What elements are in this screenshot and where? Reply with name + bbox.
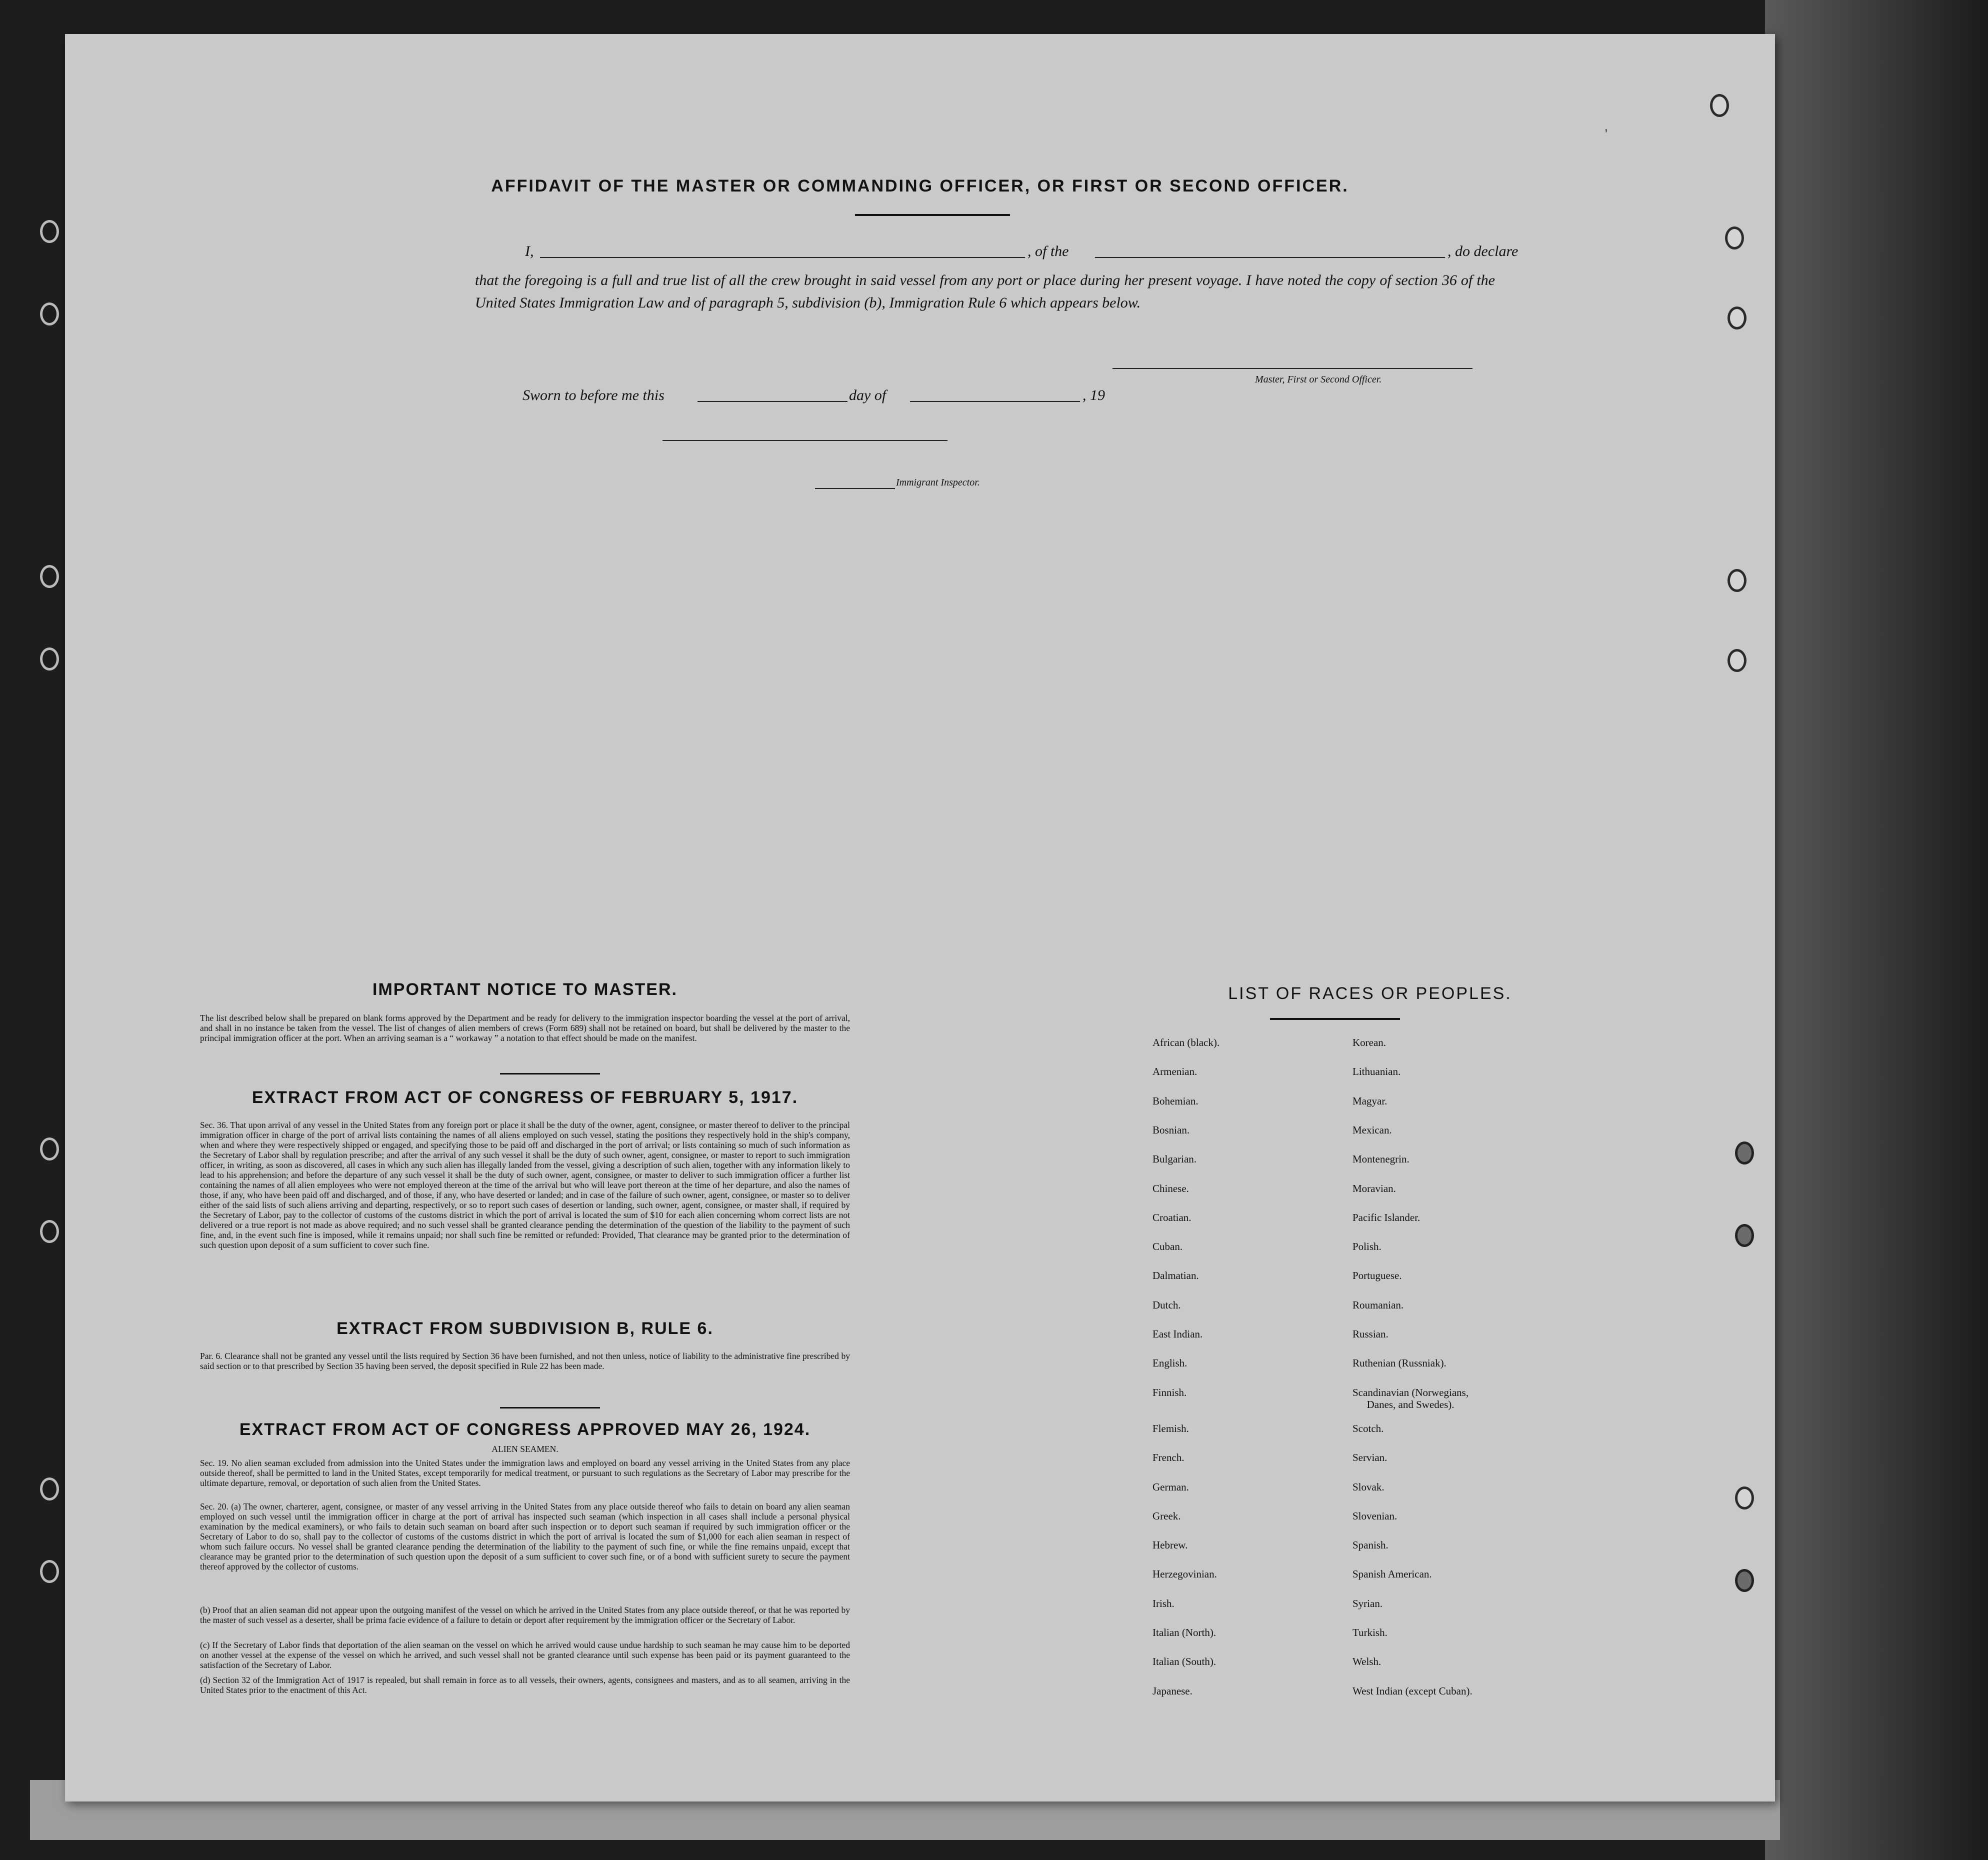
declaration-text: that the foregoing is a full and true list of all the crew brought in said vessel from any port or place during her present voyage. I have noted the copy of section 36 of the United States Immigration Law and of paragraph 5, subdivision (b), Immigration Rule 6 which appears below. [475, 272, 1495, 311]
race-item-left: English. [1152, 1357, 1188, 1370]
race-item-right: Spanish. [1352, 1539, 1388, 1552]
race-item-left: German. [1152, 1480, 1189, 1493]
section-divider [500, 1407, 600, 1408]
punch-hole [1725, 226, 1744, 250]
race-item-left: Flemish. [1152, 1422, 1189, 1434]
extract-rule6-text: Par. 6. Clearance shall not be granted any vessel until the lists required by Section 36 have been furnished, and not then unless, notice of liability to the administrative fine prescribed by said section or to that prescribed by Section 35 having been served, the deposit specified in Rule 22 has been made. [200, 1351, 850, 1371]
race-item-right: Syrian. [1352, 1597, 1383, 1610]
punch-hole [1735, 1142, 1754, 1164]
race-item-left: Herzegovinian. [1152, 1568, 1217, 1580]
year-label: , 19 [1082, 387, 1105, 404]
punch-hole [1728, 306, 1746, 330]
race-item-left: Finnish. [1152, 1386, 1187, 1398]
inspector-name-field[interactable] [815, 488, 895, 489]
punch-hole [1735, 1224, 1754, 1247]
punch-hole [40, 1478, 59, 1500]
extract-1917-title: EXTRACT FROM ACT OF CONGRESS OF FEBRUARY 5, 1917. [252, 1088, 798, 1107]
vessel-label: , of the [1028, 243, 1069, 260]
sec20c-text: (c) If the Secretary of Labor finds that deportation of the alien seaman on the vessel on which he arrived would cause undue hardship to such seaman he may cause him to be deported on another vessel at the expense of the vessel on which he arrived, and such vessel shall not be granted clearance until such expense has been paid or its payment guaranteed to the satisfaction of the Secretary of Labor. [200, 1640, 850, 1670]
race-item-right: Slovenian. [1352, 1510, 1398, 1522]
punch-hole [40, 302, 59, 326]
sec20b-text: (b) Proof that an alien seaman did not appear upon the outgoing manifest of the vessel on which he arrived in the United States from any place outside thereof, or that he was reported by the master of such vessel as a deserter, shall be prima facie evidence of a failure to detain or deport after requirement by the immigration officer or the Secretary of Labor. [200, 1605, 850, 1625]
race-item-right: Roumanian. [1352, 1298, 1404, 1311]
race-item-left: Cuban. [1152, 1240, 1183, 1253]
race-item-left: Armenian. [1152, 1066, 1198, 1078]
declarant-name-field[interactable] [540, 257, 1025, 258]
ink-mark: ' [1605, 126, 1608, 141]
declare-label: , do declare [1448, 243, 1518, 260]
extract-1917-text: Sec. 36. That upon arrival of any vessel in the United States from any foreign port or place it shall be the duty of the owner, agent, consignee, or master thereof to deliver to the principal immigration officer in charge of the port of arrival lists containing the names of all aliens employed on such vessel, stating the positions they respectively hold in the ship's company, when and where they were respectively shipped or engaged, and specifying those to be paid off and discharged in the port of arrival; or lists containing so much of such information as the Secretary of Labor shall by regulation prescribe; and after the arrival of any such vessel it shall be the duty of such owner, agent, consignee, or master to report to such immigration officer, in writing, as soon as discovered, all cases in which any such alien has illegally landed from the vessel, giving a description of such alien, together with any information likely to lead to his apprehension; and before the departure of any such vessel it shall be the duty of such owner, agent, consignee, or master to deliver to such immigration officer a further list containing the names of all alien employees who were not employed thereon at the time of the arrival but who will leave port thereon at the time of her departure, and also the names of those, if any, who have been paid off and discharged, and of those, if any, who have deserted or landed; and in case of the failure of such owner, agent, consignee, or master so to deliver either of the said lists of such aliens arriving and departing, respectively, or so to report such cases of desertion or landing, such owner, agent, consignee, or master shall, if required by the Secretary of Labor, pay to the collector of customs of the customs district in which the port of arrival is located the sum of $10 for each alien concerning whom correct lists are not delivered or a true report is not made as above required; and no such vessel shall be granted clearance pending the determination of the question of the liability to the payment of such fine, and, in the event such fine is imposed, while it remains unpaid; nor shall such fine be remitted or refunded: Provided, That clearance may be granted prior to the determination of such question upon deposit of a sum sufficient to cover such fine. [200, 1120, 850, 1250]
race-item-right: Moravian. [1352, 1182, 1396, 1194]
declarant-label: I, [525, 243, 534, 260]
punch-hole [1728, 649, 1746, 672]
race-item-left: African (black). [1152, 1036, 1220, 1048]
race-item-right: Korean. [1352, 1036, 1386, 1048]
race-item-right: Mexican. [1352, 1124, 1392, 1136]
sworn-day-field[interactable] [698, 401, 848, 402]
race-item-right: Montenegrin. [1352, 1153, 1410, 1166]
punch-hole [40, 1138, 59, 1160]
race-item-left: Bohemian. [1152, 1094, 1198, 1107]
race-item-right: Welsh. [1352, 1656, 1382, 1668]
extract-1924-title: EXTRACT FROM ACT OF CONGRESS APPROVED MAY 26, 1924. [239, 1420, 811, 1439]
race-item-right: Spanish American. [1352, 1568, 1432, 1580]
race-item-left: Chinese. [1152, 1182, 1189, 1194]
punch-hole [40, 565, 59, 588]
races-title: LIST OF RACES OR PEOPLES. [1228, 984, 1512, 1003]
sec20d-text: (d) Section 32 of the Immigration Act of 1917 is repealed, but shall remain in force as to all vessels, their owners, agents, consignees and masters, and as to all seamen, arriving in the United States prior to the enactment of this Act. [200, 1675, 850, 1695]
race-item-left: Japanese. [1152, 1684, 1192, 1697]
inspector-signature-field[interactable] [662, 440, 948, 441]
race-item-right: Scotch. [1352, 1422, 1384, 1434]
race-item-right: Ruthenian (Russniak). [1352, 1357, 1446, 1370]
extract-1924-subtitle: ALIEN SEAMEN. [492, 1444, 558, 1454]
race-item-left: Dutch. [1152, 1298, 1181, 1311]
affidavit-title: AFFIDAVIT OF THE MASTER OR COMMANDING OFFICER, OR FIRST OR SECOND OFFICER. [491, 176, 1349, 196]
race-item-left: Bosnian. [1152, 1124, 1190, 1136]
race-item-left: Italian (South). [1152, 1656, 1216, 1668]
races-divider [1270, 1018, 1400, 1020]
inspector-caption: Immigrant Inspector. [896, 477, 980, 488]
form-page [65, 34, 1775, 1802]
punch-hole [1710, 94, 1729, 117]
vessel-name-field[interactable] [1095, 257, 1445, 258]
race-item-right: Servian. [1352, 1452, 1388, 1464]
race-item-left: French. [1152, 1452, 1184, 1464]
title-divider [855, 214, 1010, 216]
race-item-right: Turkish. [1352, 1626, 1388, 1638]
race-item-left: East Indian. [1152, 1328, 1203, 1340]
punch-hole [40, 220, 59, 243]
punch-hole [1735, 1569, 1754, 1592]
race-item-left: Hebrew. [1152, 1539, 1188, 1552]
race-item-right: Portuguese. [1352, 1270, 1402, 1282]
race-item-right: Slovak. [1352, 1480, 1384, 1493]
race-item-right: Pacific Islander. [1352, 1211, 1420, 1224]
race-item-left: Bulgarian. [1152, 1153, 1197, 1166]
punch-hole [40, 1560, 59, 1583]
officer-signature-field[interactable] [1112, 368, 1472, 369]
punch-hole [40, 1220, 59, 1243]
day-of-label: day of [849, 387, 886, 404]
sworn-month-field[interactable] [910, 401, 1080, 402]
extract-rule6-title: EXTRACT FROM SUBDIVISION B, RULE 6. [336, 1319, 714, 1338]
sec20a-text: Sec. 20. (a) The owner, charterer, agent, consignee, or master of any vessel arriving in the United States from any place outside thereof who fails to detain on board any alien seaman employed on such vessel until the immigration officer in charge at the port of arrival has inspected such seaman (which inspection in all cases shall include a personal physical examination by the medical examiners), or who fails to detain such seaman on board after such inspection or to deport such seaman if required by such immigration officer or the Secretary of Labor to do so, shall pay to the collector of customs of the customs district in which the port of arrival is located the sum of $1,000 for each alien seaman in respect of whom such failure occurs. No vessel shall be granted clearance pending the determination of the liability to the payment of such fine, or while the fine remains unpaid, except that clearance may be granted prior to the determination of such question upon the deposit of a sum sufficient to cover such fine, or of a bond with sufficient surety to secure the payment thereof approved by the collector of customs. [200, 1502, 850, 1572]
section-divider [500, 1073, 600, 1074]
race-item-right: West Indian (except Cuban). [1352, 1684, 1472, 1697]
race-item-right: Scandinavian (Norwegians, Danes, and Swedes). [1352, 1386, 1469, 1410]
signature-caption: Master, First or Second Officer. [1255, 374, 1382, 385]
punch-hole [1735, 1486, 1754, 1510]
race-item-right: Lithuanian. [1352, 1066, 1401, 1078]
punch-hole [1728, 569, 1746, 592]
punch-hole [40, 648, 59, 670]
notice-text: The list described below shall be prepared on blank forms approved by the Department and be ready for delivery to the immigration inspector boarding the vessel at the port of arrival, and shall in no instance be taken from the vessel. The list of changes of alien members of crews (Form 689) shall not be retained on board, but shall be delivered by the master to the principal immigration officer at the port. When an arriving seaman is a “ workaway ” a notation to that effect should be made on the manifest. [200, 1013, 850, 1043]
race-item-left: Italian (North). [1152, 1626, 1216, 1638]
sec19-text: Sec. 19. No alien seaman excluded from admission into the United States under the immigration laws and employed on board any vessel arriving in the United States from any place outside thereof, shall be permitted to land in the United States, except temporarily for medical treatment, or pursuant to such regulations as the Secretary of Labor may prescribe for the ultimate departure, removal, or deportation of such alien from the United States. [200, 1458, 850, 1488]
race-item-right: Polish. [1352, 1240, 1382, 1253]
sworn-label: Sworn to before me this [522, 387, 664, 404]
race-item-left: Greek. [1152, 1510, 1181, 1522]
race-item-left: Croatian. [1152, 1211, 1192, 1224]
background-dark-edge [1765, 0, 1988, 1860]
race-item-right: Magyar. [1352, 1094, 1388, 1107]
race-item-left: Irish. [1152, 1597, 1174, 1610]
notice-title: IMPORTANT NOTICE TO MASTER. [372, 980, 678, 999]
race-item-right: Russian. [1352, 1328, 1388, 1340]
race-item-left: Dalmatian. [1152, 1270, 1199, 1282]
